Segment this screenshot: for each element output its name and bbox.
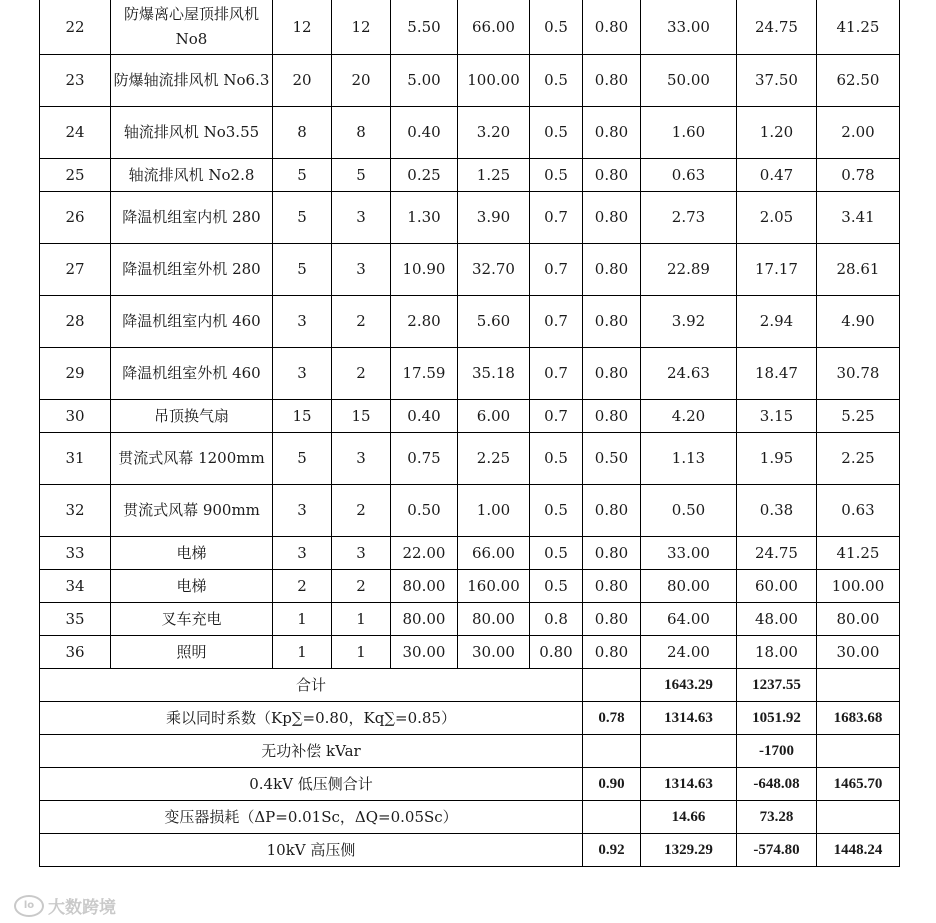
apparent-power: 4.90 <box>817 296 900 348</box>
unit-power: 80.00 <box>391 570 458 603</box>
apparent-power: 30.78 <box>817 348 900 400</box>
row-number: 30 <box>40 400 111 433</box>
load-calculation-table <box>39 0 900 867</box>
equipment-name: 吊顶换气扇 <box>111 400 273 433</box>
table-row <box>40 570 900 603</box>
apparent-power: 2.00 <box>817 107 900 159</box>
summary-apparent-power <box>817 801 900 834</box>
total-power: 3.90 <box>458 192 530 244</box>
unit-power: 0.50 <box>391 485 458 537</box>
reactive-power: 60.00 <box>737 570 817 603</box>
power-factor: 0.80 <box>583 348 641 400</box>
power-factor: 0.80 <box>583 636 641 669</box>
table-row <box>40 296 900 348</box>
demand-factor: 0.7 <box>530 192 583 244</box>
active-power: 2.73 <box>641 192 737 244</box>
qty-installed: 12 <box>273 0 332 55</box>
row-number: 32 <box>40 485 111 537</box>
qty-installed: 3 <box>273 348 332 400</box>
total-power: 32.70 <box>458 244 530 296</box>
summary-reactive-power: -574.80 <box>737 834 817 867</box>
active-power: 24.63 <box>641 348 737 400</box>
qty-working: 8 <box>332 107 391 159</box>
summary-reactive-power: 73.28 <box>737 801 817 834</box>
table-row <box>40 107 900 159</box>
demand-factor: 0.5 <box>530 159 583 192</box>
demand-factor: 0.5 <box>530 537 583 570</box>
demand-factor: 0.5 <box>530 107 583 159</box>
row-number: 26 <box>40 192 111 244</box>
power-factor: 0.80 <box>583 400 641 433</box>
apparent-power: 80.00 <box>817 603 900 636</box>
apparent-power: 30.00 <box>817 636 900 669</box>
summary-reactive-power: 1051.92 <box>737 702 817 735</box>
table-row <box>40 433 900 485</box>
qty-installed: 5 <box>273 159 332 192</box>
table-body <box>40 0 900 867</box>
watermark <box>14 893 116 918</box>
apparent-power: 41.25 <box>817 0 900 55</box>
summary-reactive-power: -1700 <box>737 735 817 768</box>
total-power: 30.00 <box>458 636 530 669</box>
equipment-name: 电梯 <box>111 570 273 603</box>
reactive-power: 18.00 <box>737 636 817 669</box>
unit-power: 17.59 <box>391 348 458 400</box>
table-row <box>40 400 900 433</box>
qty-installed: 1 <box>273 603 332 636</box>
summary-active-power: 1329.29 <box>641 834 737 867</box>
row-number: 23 <box>40 55 111 107</box>
summary-active-power: 1314.63 <box>641 702 737 735</box>
reactive-power: 1.20 <box>737 107 817 159</box>
total-power: 3.20 <box>458 107 530 159</box>
summary-active-power: 1643.29 <box>641 669 737 702</box>
apparent-power: 0.63 <box>817 485 900 537</box>
demand-factor: 0.5 <box>530 55 583 107</box>
summary-active-power <box>641 735 737 768</box>
apparent-power: 100.00 <box>817 570 900 603</box>
equipment-name: 降温机组室外机 280 <box>111 244 273 296</box>
total-power: 66.00 <box>458 537 530 570</box>
summary-row-compensation <box>40 735 900 768</box>
reactive-power: 3.15 <box>737 400 817 433</box>
summary-row-total <box>40 669 900 702</box>
qty-working: 1 <box>332 636 391 669</box>
demand-factor: 0.5 <box>530 0 583 55</box>
summary-apparent-power: 1448.24 <box>817 834 900 867</box>
total-power: 66.00 <box>458 0 530 55</box>
total-power: 80.00 <box>458 603 530 636</box>
qty-working: 1 <box>332 603 391 636</box>
reactive-power: 17.17 <box>737 244 817 296</box>
unit-power: 30.00 <box>391 636 458 669</box>
qty-installed: 2 <box>273 570 332 603</box>
unit-power: 0.75 <box>391 433 458 485</box>
qty-installed: 5 <box>273 192 332 244</box>
row-number: 36 <box>40 636 111 669</box>
power-factor: 0.80 <box>583 244 641 296</box>
demand-factor: 0.7 <box>530 348 583 400</box>
power-factor: 0.50 <box>583 433 641 485</box>
table-row <box>40 55 900 107</box>
unit-power: 5.50 <box>391 0 458 55</box>
table-row <box>40 537 900 570</box>
total-power: 1.25 <box>458 159 530 192</box>
power-factor: 0.80 <box>583 296 641 348</box>
qty-working: 15 <box>332 400 391 433</box>
reactive-power: 0.47 <box>737 159 817 192</box>
row-number: 33 <box>40 537 111 570</box>
qty-working: 3 <box>332 244 391 296</box>
summary-active-power: 14.66 <box>641 801 737 834</box>
total-power: 1.00 <box>458 485 530 537</box>
power-factor: 0.80 <box>583 603 641 636</box>
active-power: 24.00 <box>641 636 737 669</box>
summary-apparent-power: 1683.68 <box>817 702 900 735</box>
row-number: 34 <box>40 570 111 603</box>
qty-working: 5 <box>332 159 391 192</box>
unit-power: 0.25 <box>391 159 458 192</box>
equipment-name: 照明 <box>111 636 273 669</box>
summary-apparent-power: 1465.70 <box>817 768 900 801</box>
equipment-name: 降温机组室内机 460 <box>111 296 273 348</box>
unit-power: 0.40 <box>391 400 458 433</box>
qty-working: 20 <box>332 55 391 107</box>
active-power: 80.00 <box>641 570 737 603</box>
unit-power: 1.30 <box>391 192 458 244</box>
table-row <box>40 244 900 296</box>
summary-label: 合计 <box>40 669 583 702</box>
reactive-power: 0.38 <box>737 485 817 537</box>
reactive-power: 2.94 <box>737 296 817 348</box>
power-factor: 0.80 <box>583 159 641 192</box>
table-row <box>40 0 900 55</box>
row-number: 29 <box>40 348 111 400</box>
demand-factor: 0.7 <box>530 244 583 296</box>
power-factor: 0.80 <box>583 570 641 603</box>
apparent-power: 5.25 <box>817 400 900 433</box>
summary-reactive-power: 1237.55 <box>737 669 817 702</box>
table-row <box>40 636 900 669</box>
apparent-power: 2.25 <box>817 433 900 485</box>
power-factor: 0.80 <box>583 537 641 570</box>
total-power: 100.00 <box>458 55 530 107</box>
qty-installed: 8 <box>273 107 332 159</box>
qty-installed: 5 <box>273 433 332 485</box>
demand-factor: 0.5 <box>530 485 583 537</box>
qty-installed: 3 <box>273 537 332 570</box>
demand-factor: 0.5 <box>530 570 583 603</box>
watermark-text: 大数跨境 <box>48 898 116 918</box>
equipment-name: 电梯 <box>111 537 273 570</box>
total-power: 2.25 <box>458 433 530 485</box>
unit-power: 22.00 <box>391 537 458 570</box>
equipment-name: 轴流排风机 No2.8 <box>111 159 273 192</box>
equipment-name: 贯流式风幕 900mm <box>111 485 273 537</box>
power-factor: 0.80 <box>583 55 641 107</box>
apparent-power: 0.78 <box>817 159 900 192</box>
summary-label: 0.4kV 低压侧合计 <box>40 768 583 801</box>
equipment-name: 防爆轴流排风机 No6.3 <box>111 55 273 107</box>
total-power: 5.60 <box>458 296 530 348</box>
summary-row-low-voltage <box>40 768 900 801</box>
qty-working: 3 <box>332 537 391 570</box>
reactive-power: 48.00 <box>737 603 817 636</box>
demand-factor: 0.5 <box>530 433 583 485</box>
demand-factor: 0.8 <box>530 603 583 636</box>
summary-reactive-power: -648.08 <box>737 768 817 801</box>
active-power: 1.60 <box>641 107 737 159</box>
active-power: 50.00 <box>641 55 737 107</box>
demand-factor: 0.7 <box>530 400 583 433</box>
summary-power-factor <box>583 669 641 702</box>
qty-working: 2 <box>332 348 391 400</box>
row-number: 35 <box>40 603 111 636</box>
power-factor: 0.80 <box>583 192 641 244</box>
active-power: 0.50 <box>641 485 737 537</box>
qty-installed: 20 <box>273 55 332 107</box>
equipment-name: 轴流排风机 No3.55 <box>111 107 273 159</box>
equipment-name: 防爆离心屋顶排风机 No8 <box>111 0 273 55</box>
power-factor: 0.80 <box>583 485 641 537</box>
qty-installed: 15 <box>273 400 332 433</box>
summary-power-factor <box>583 801 641 834</box>
watermark-logo-icon: lo <box>14 895 44 917</box>
row-number: 25 <box>40 159 111 192</box>
summary-power-factor: 0.90 <box>583 768 641 801</box>
active-power: 0.63 <box>641 159 737 192</box>
row-number: 27 <box>40 244 111 296</box>
table-row <box>40 485 900 537</box>
unit-power: 0.40 <box>391 107 458 159</box>
unit-power: 80.00 <box>391 603 458 636</box>
qty-working: 3 <box>332 192 391 244</box>
apparent-power: 62.50 <box>817 55 900 107</box>
table-row <box>40 192 900 244</box>
row-number: 28 <box>40 296 111 348</box>
summary-row-simultaneity <box>40 702 900 735</box>
qty-installed: 3 <box>273 485 332 537</box>
active-power: 64.00 <box>641 603 737 636</box>
table-row <box>40 159 900 192</box>
equipment-name: 降温机组室内机 280 <box>111 192 273 244</box>
row-number: 31 <box>40 433 111 485</box>
qty-installed: 3 <box>273 296 332 348</box>
qty-working: 2 <box>332 296 391 348</box>
summary-label: 无功补偿 kVar <box>40 735 583 768</box>
active-power: 33.00 <box>641 537 737 570</box>
qty-working: 3 <box>332 433 391 485</box>
summary-apparent-power <box>817 735 900 768</box>
qty-working: 2 <box>332 570 391 603</box>
summary-row-transformer-loss <box>40 801 900 834</box>
apparent-power: 41.25 <box>817 537 900 570</box>
row-number: 24 <box>40 107 111 159</box>
active-power: 3.92 <box>641 296 737 348</box>
reactive-power: 2.05 <box>737 192 817 244</box>
power-factor: 0.80 <box>583 107 641 159</box>
summary-power-factor <box>583 735 641 768</box>
table-row <box>40 603 900 636</box>
demand-factor: 0.80 <box>530 636 583 669</box>
row-number: 22 <box>40 0 111 55</box>
unit-power: 10.90 <box>391 244 458 296</box>
summary-row-high-voltage <box>40 834 900 867</box>
qty-working: 2 <box>332 485 391 537</box>
total-power: 35.18 <box>458 348 530 400</box>
summary-power-factor: 0.78 <box>583 702 641 735</box>
equipment-name: 降温机组室外机 460 <box>111 348 273 400</box>
summary-label: 变压器损耗（ΔP=0.01Sc，ΔQ=0.05Sc） <box>40 801 583 834</box>
apparent-power: 3.41 <box>817 192 900 244</box>
summary-active-power: 1314.63 <box>641 768 737 801</box>
demand-factor: 0.7 <box>530 296 583 348</box>
summary-power-factor: 0.92 <box>583 834 641 867</box>
equipment-name: 贯流式风幕 1200mm <box>111 433 273 485</box>
reactive-power: 1.95 <box>737 433 817 485</box>
summary-apparent-power <box>817 669 900 702</box>
qty-working: 12 <box>332 0 391 55</box>
active-power: 33.00 <box>641 0 737 55</box>
qty-installed: 5 <box>273 244 332 296</box>
unit-power: 2.80 <box>391 296 458 348</box>
power-factor: 0.80 <box>583 0 641 55</box>
reactive-power: 37.50 <box>737 55 817 107</box>
total-power: 160.00 <box>458 570 530 603</box>
apparent-power: 28.61 <box>817 244 900 296</box>
active-power: 4.20 <box>641 400 737 433</box>
table-row <box>40 348 900 400</box>
summary-label: 10kV 高压侧 <box>40 834 583 867</box>
total-power: 6.00 <box>458 400 530 433</box>
qty-installed: 1 <box>273 636 332 669</box>
reactive-power: 18.47 <box>737 348 817 400</box>
summary-label: 乘以同时系数（Kp∑=0.80，Kq∑=0.85） <box>40 702 583 735</box>
equipment-name: 叉车充电 <box>111 603 273 636</box>
unit-power: 5.00 <box>391 55 458 107</box>
active-power: 1.13 <box>641 433 737 485</box>
reactive-power: 24.75 <box>737 537 817 570</box>
reactive-power: 24.75 <box>737 0 817 55</box>
active-power: 22.89 <box>641 244 737 296</box>
